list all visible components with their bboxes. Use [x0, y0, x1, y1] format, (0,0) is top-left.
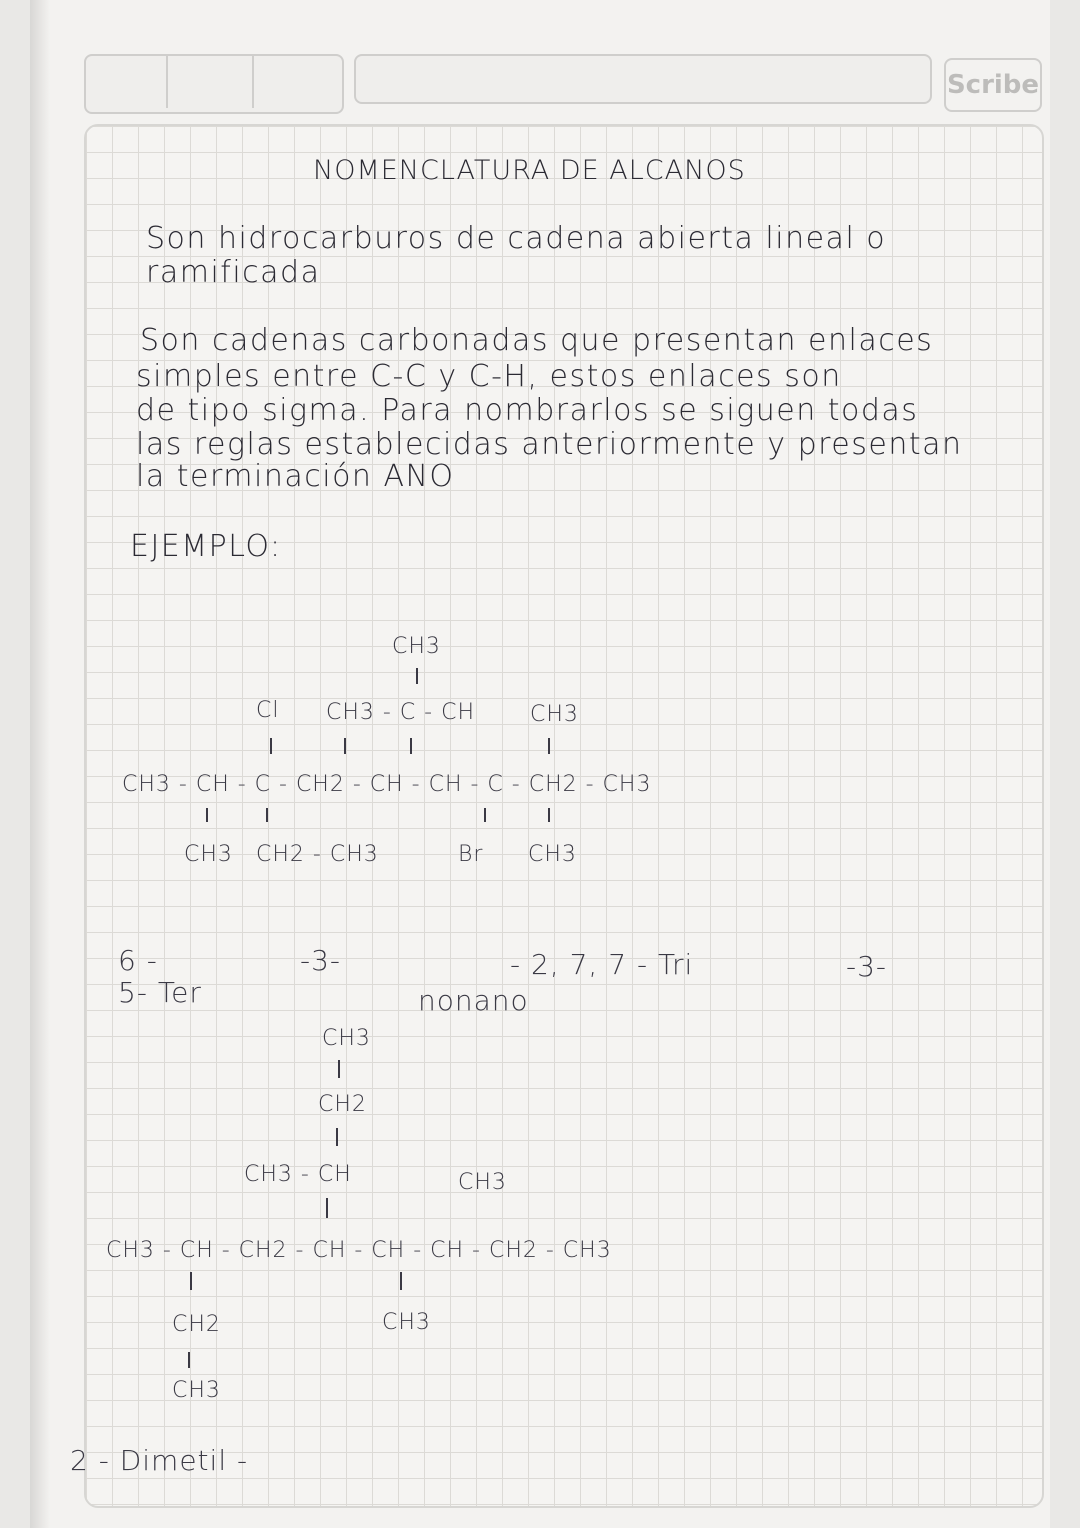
header-date-box-divider: [166, 56, 168, 108]
s1-lower-ch3-2: CH3: [528, 842, 577, 867]
s1-bond: [206, 808, 208, 822]
s2-bond: [336, 1128, 338, 1146]
intro-line-1: Son hidrocarburos de cadena abierta lineal o: [146, 221, 887, 256]
naming1-part-2: -3-: [300, 944, 342, 977]
s1-top-ch3: CH3: [392, 634, 441, 659]
naming1-part-1: 6 -: [118, 944, 158, 977]
s2-bond: [326, 1198, 328, 1218]
s1-main-chain: CH3 - CH - C - CH2 - CH - CH - C - CH2 - CH3: [122, 772, 652, 797]
paragraph-line-1: Son cadenas carbonadas que presentan enlaces: [140, 323, 934, 358]
page-binding: [30, 0, 50, 1528]
naming1-part-4: -3-: [846, 950, 888, 983]
paragraph-line-4: las reglas establecidas anteriormente y presentan: [136, 427, 963, 462]
s1-bond: [484, 808, 486, 822]
s1-bond: [416, 668, 418, 684]
s1-upper-middle: CH3 - C - CH: [326, 700, 476, 725]
s1-bond: [270, 738, 272, 754]
page-title: NOMENCLATURA DE ALCANOS: [313, 155, 746, 186]
s2-lower-ch2: CH2: [172, 1312, 221, 1337]
s1-bond: [410, 738, 412, 754]
naming2: 2 - Dimetil -: [70, 1444, 249, 1477]
s2-branch-ch3: CH3: [458, 1170, 507, 1195]
header-subject-box: [354, 54, 932, 104]
example-label: EJEMPLO:: [130, 529, 282, 564]
naming1-part-3: - 2, 7, 7 - Tri: [510, 948, 694, 981]
naming1-part-6: nonano: [418, 984, 529, 1017]
s2-top-ch2: CH2: [318, 1092, 367, 1117]
s1-bond: [548, 738, 550, 754]
s2-bond: [338, 1060, 340, 1078]
s1-lower-ethyl: CH2 - CH3: [256, 842, 379, 867]
s2-top-ch3: CH3: [322, 1026, 371, 1051]
s2-main-chain: CH3 - CH - CH2 - CH - CH - CH - CH2 - CH3: [106, 1238, 612, 1263]
brand-logo: Scribe: [944, 58, 1042, 112]
intro-line-2: ramificada: [146, 255, 321, 290]
s2-branch-ethyl: CH3 - CH: [244, 1162, 352, 1187]
s1-lower-ch3: CH3: [184, 842, 233, 867]
paragraph-line-2: simples entre C-C y C-H, estos enlaces son: [136, 359, 842, 394]
header-date-box-left: [84, 54, 344, 114]
paragraph-line-5: la terminación ANO: [136, 459, 455, 494]
s1-lower-br: Br: [458, 842, 484, 867]
s1-bond: [344, 738, 346, 754]
naming1-part-5: 5- Ter: [118, 976, 202, 1009]
header-date-box-divider-2: [252, 56, 254, 108]
s2-lower-ch3: CH3: [172, 1378, 221, 1403]
s1-upper-right: CH3: [530, 702, 579, 727]
s2-lower-ch3-right: CH3: [382, 1310, 431, 1335]
paragraph-line-3: de tipo sigma. Para nombrarlos se siguen todas: [136, 393, 919, 428]
s2-bond: [190, 1272, 192, 1290]
s2-bond: [400, 1272, 402, 1290]
s1-bond: [266, 808, 268, 822]
s2-bond: [188, 1352, 190, 1368]
s1-upper-cl: Cl: [256, 698, 280, 723]
s1-bond: [548, 808, 550, 822]
